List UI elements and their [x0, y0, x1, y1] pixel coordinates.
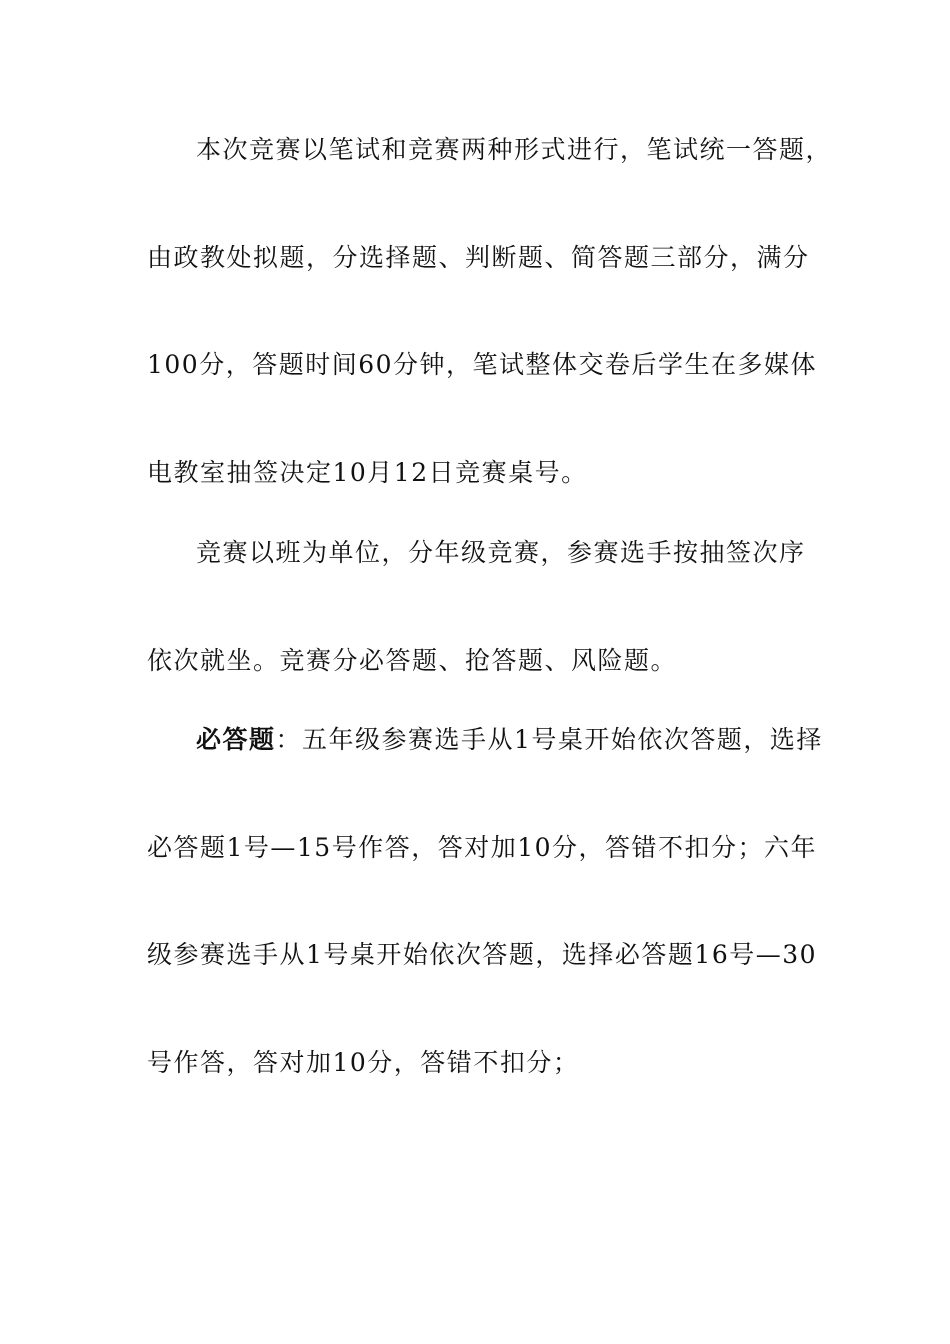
paragraph-1-line-2: 由政教处拟题，分选择题、判断题、简答题三部分，满分	[147, 243, 810, 272]
paragraph-2-line-1: 竞赛以班为单位，分年级竞赛，参赛选手按抽签次序	[196, 538, 806, 567]
paragraph-3-lead-text: ：五年级参赛选手从1号桌开始依次答题，选择	[275, 725, 823, 754]
required-questions-heading: 必答题	[196, 725, 276, 754]
paragraph-3-line-3: 级参赛选手从1号桌开始依次答题，选择必答题16号—30	[147, 940, 818, 969]
paragraph-1-line-3: 100分，答题时间60分钟，笔试整体交卷后学生在多媒体	[147, 350, 818, 379]
paragraph-3-line-2: 必答题1号—15号作答，答对加10分，答错不扣分；六年	[147, 833, 818, 862]
paragraph-1-line-1: 本次竞赛以笔试和竞赛两种形式进行，笔试统一答题，	[196, 135, 833, 164]
paragraph-1-line-4: 电教室抽签决定10月12日竞赛桌号。	[147, 458, 588, 487]
paragraph-3-line-1	[196, 724, 876, 756]
paragraph-2-line-2: 依次就坐。竞赛分必答题、抢答题、风险题。	[147, 646, 678, 675]
paragraph-3-line-4: 号作答，答对加10分，答错不扣分；	[147, 1048, 580, 1077]
